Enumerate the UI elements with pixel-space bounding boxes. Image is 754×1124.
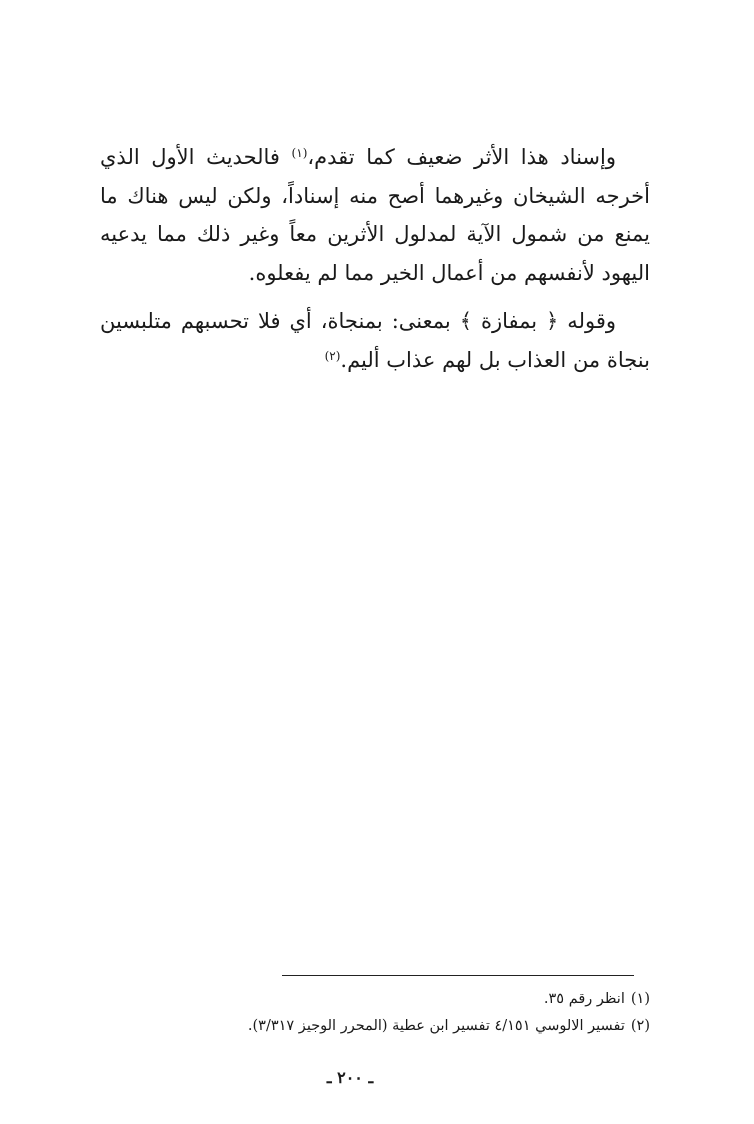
footnote-1-number: (١) bbox=[630, 991, 650, 1007]
paragraph-1-text-a: وإسناد هذا الأثر ضعيف كما تقدم، bbox=[307, 145, 616, 169]
paragraph-2-text-a: وقوله ﴿ بمفازة ﴾ بمعنى: بمنجاة، أي فلا تحسبهم متلبسين بنجاة من العذاب بل لهم عذاب أليم. bbox=[100, 309, 650, 372]
footnote-1-text: انظر رقم ٣٥. bbox=[543, 991, 625, 1007]
footnote-ref-1: (١) bbox=[291, 146, 308, 160]
footnote-2-text: تفسير الالوسي ٤/١٥١ تفسير ابن عطية (المحرر الوجيز ٣/٣١٧). bbox=[247, 1018, 625, 1034]
page-number: ـ ٢٠٠ ـ bbox=[326, 1068, 374, 1087]
footnote-1 bbox=[90, 986, 650, 1013]
paragraph-1 bbox=[100, 138, 650, 292]
footnotes bbox=[90, 986, 650, 1040]
footnote-ref-2: (٢) bbox=[324, 348, 341, 363]
paragraph-1-text-b: فالحديث الأول الذي أخرجه الشيخان وغيرهما أصح منه إسناداً، ولكن ليس هناك ما يمنع من شمول الآية لمدلول الأثرين معاً وغير ذلك مما يدعيه اليهود لأنفسهم من أعمال الخير مما لم يفعلوه. bbox=[100, 145, 650, 285]
footnote-separator bbox=[282, 975, 634, 976]
footnote-2 bbox=[90, 1013, 650, 1040]
paragraph-2 bbox=[100, 302, 650, 379]
main-text bbox=[100, 138, 650, 379]
footnote-2-number: (٢) bbox=[630, 1018, 650, 1034]
